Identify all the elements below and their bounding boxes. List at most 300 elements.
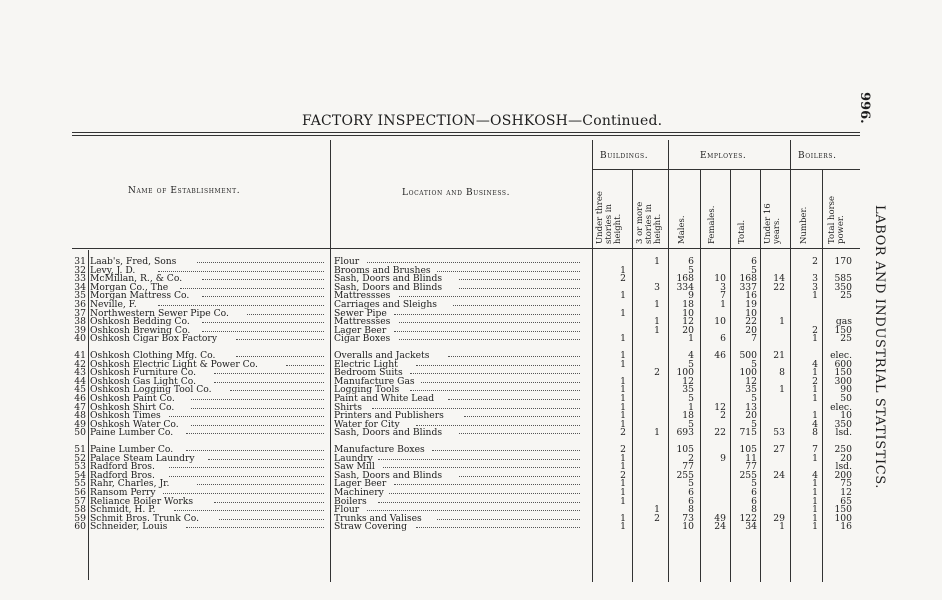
cell-business: Printers and Publishers [334,411,444,421]
cell-total: 715 [739,427,757,439]
cell-hp: gas [835,316,852,328]
cell-m3: 2 [654,367,660,379]
cell-hp: 50 [840,393,852,404]
cell-name: Oshkosh Water Co. [90,419,179,429]
cell-u16: 29 [773,512,785,524]
cell-males: 35 [682,384,694,396]
cell-n: 55 [74,478,86,490]
cell-males: 12 [682,375,694,387]
leader-dots [191,425,324,426]
cell-u16: 53 [773,427,785,439]
cell-total: 22 [745,316,757,328]
cell-males: 6 [688,495,694,507]
leader-dots [247,314,324,315]
cell-hp: 100 [834,512,852,524]
header-employes: Employes. [700,151,747,161]
header-total-horse-power: Total horse power. [827,195,846,244]
header-three-or-more-stories: 3 or more stories in height. [635,201,663,244]
cell-n: 49 [74,418,86,430]
leader-dots [459,476,580,477]
header-bottom-rule [72,248,860,249]
cell-u3: 2 [620,444,626,455]
leader-dots [378,459,580,460]
cell-females: 24 [714,521,726,533]
cell-business: Sash, Doors and Blinds [334,470,443,480]
cell-n: 38 [74,316,86,328]
cell-total: 5 [751,393,757,404]
leader-dots [416,365,580,366]
cell-hp: 65 [840,495,852,507]
cell-u3: 1 [620,264,626,276]
cell-n: 47 [74,401,86,413]
cell-males: 5 [688,393,694,404]
cell-n: 60 [74,521,86,533]
cell-males: 334 [676,281,694,293]
leader-dots [202,331,324,332]
cell-business: Saw Mill [334,462,375,472]
cell-bnum: 7 [812,444,818,455]
cell-u3: 1 [620,350,626,361]
header-boiler-number: Number. [799,206,809,244]
cell-males: 5 [688,418,694,430]
cell-total: 122 [739,512,757,524]
cell-business: Trunks and Valises [334,513,422,523]
cell-females: 9 [720,452,726,464]
cell-bnum: 1 [812,452,818,464]
cell-name: Schneider, Louis [90,522,168,532]
cell-females: 7 [720,290,726,302]
leader-dots [421,382,580,383]
leader-dots [416,425,580,426]
cell-m3: 1 [654,299,660,310]
cell-name: McMillan, R., & Co. [90,274,183,284]
cell-n: 43 [74,367,86,379]
cell-name: Oshkosh Logging Tool Co. [90,385,212,395]
cell-name: Paine Lumber Co. [90,428,174,438]
cell-business: Manufacture Gas [334,376,415,386]
cell-hp: 16 [840,521,852,533]
cell-n: 33 [74,273,86,285]
cell-u3: 1 [620,487,626,498]
cell-u16: 1 [779,521,785,533]
leader-dots [464,416,580,417]
cell-business: Mattressses [334,291,391,301]
cell-hp: 25 [840,290,852,302]
cell-business: Manufacture Boxes [334,445,425,454]
cell-total: 13 [745,401,757,413]
leader-dots [437,271,580,272]
leader-dots [459,288,580,289]
cell-business: Paint and White Lead [334,394,435,403]
cell-hp: 10 [840,410,852,422]
cell-total: 5 [751,478,757,490]
cell-hp: 600 [834,358,852,370]
cell-name: Radford Bros. [90,462,155,472]
leader-dots [197,484,324,485]
cell-m3: 1 [654,256,660,267]
cell-u3: 2 [620,469,626,481]
cell-total: 337 [739,281,757,293]
leader-dots [399,322,580,323]
leader-dots [383,467,580,468]
leader-dots [163,493,324,494]
cell-name: Ransom Perry [90,488,156,497]
cell-u3: 1 [620,393,626,404]
leader-dots [230,390,324,391]
cell-business: Bedroom Suits [334,368,403,378]
leader-dots [236,356,324,357]
cell-name: Oshkosh Cigar Box Factory [90,334,218,344]
cell-u3: 1 [620,452,626,464]
margin-running-title: LABOR AND INDUSTRIAL STATISTICS. [872,205,887,490]
cell-bnum: 1 [812,333,818,345]
cell-n: 34 [74,281,86,293]
cell-hp: 90 [840,384,852,396]
cell-males: 105 [676,444,694,455]
cell-hp: 150 [834,504,852,516]
leader-dots [448,399,580,400]
cell-n: 31 [74,256,86,267]
cell-males: 5 [688,264,694,276]
cell-u3: 1 [620,495,626,507]
cell-name: Rahr, Charles, Jr. [90,479,170,489]
cell-u16: 1 [779,316,785,328]
cell-total: 500 [739,350,757,361]
cell-name: Radford Bros. [90,470,155,480]
cell-name: Oshkosh Clothing Mfg. Co. [90,351,216,360]
cell-hp: 350 [834,281,852,293]
leader-dots [180,288,324,289]
cell-hp: 300 [834,375,852,387]
cell-bnum: 1 [812,393,818,404]
cell-total: 100 [739,367,757,379]
cell-u3: 1 [620,418,626,430]
cell-name: Morgan Mattress Co. [90,291,190,301]
leader-dots [197,262,324,263]
header-total: Total. [737,219,747,244]
cell-u16: 24 [773,469,785,481]
cell-females: 10 [714,273,726,285]
cell-u3: 1 [620,384,626,396]
leader-dots [186,433,324,434]
cell-bnum: 1 [812,487,818,498]
cell-u3: 2 [620,273,626,285]
leader-dots [394,314,580,315]
leader-dots [394,331,580,332]
cell-total: 5 [751,264,757,276]
cell-bnum: 1 [812,290,818,302]
cell-name: Reliance Boiler Works [90,496,194,506]
cell-n: 40 [74,333,86,345]
cell-name: Neville, F. [90,300,137,309]
cell-males: 10 [682,307,694,319]
cell-n: 44 [74,375,86,387]
header-females: Females. [707,205,717,244]
cell-bnum: 1 [812,478,818,490]
cell-males: 20 [682,324,694,336]
cell-name: Schmidt, H. P. [90,505,156,515]
cell-n: 35 [74,290,86,302]
cell-total: 255 [739,469,757,481]
leader-dots [208,459,324,460]
cell-males: 18 [682,299,694,310]
cell-males: 5 [688,358,694,370]
cell-hp: 350 [834,418,852,430]
cell-bnum: 1 [812,495,818,507]
cell-females: 6 [720,333,726,345]
cell-total: 105 [739,444,757,455]
cell-hp: 170 [834,256,852,267]
top-double-rule-2 [72,135,860,136]
cell-bnum: 4 [812,358,818,370]
cell-total: 6 [751,256,757,267]
cell-business: Laundry [334,453,373,463]
cell-bnum: 8 [812,427,818,439]
cell-total: 11 [745,452,757,464]
cell-u16: 1 [779,384,785,396]
cell-hp: elec. [830,401,852,413]
header-name-of-establishment: Name of Establishment. [128,186,241,196]
cell-males: 73 [682,512,694,524]
cell-females: 12 [714,401,726,413]
leader-dots [186,450,324,451]
cell-bnum: 2 [812,256,818,267]
leader-dots [459,279,580,280]
leader-dots [389,493,580,494]
cell-total: 6 [751,487,757,498]
cell-name: Oshkosh Brewing Co. [90,325,191,335]
leader-dots [399,339,580,340]
leader-dots [202,279,324,280]
header-location-and-business: Location and Business. [402,188,511,198]
cell-u3: 1 [620,307,626,319]
cell-m3: 3 [654,281,660,293]
page-title: FACTORY INSPECTION—OSHKOSH—Continued. [302,113,663,129]
cell-u16: 27 [773,444,785,455]
leader-dots [437,519,580,520]
cell-u3: 1 [620,290,626,302]
cell-males: 6 [688,256,694,267]
cell-males: 693 [676,427,694,439]
cell-business: Straw Covering [334,522,407,532]
cell-name: Morgan Co., The [90,282,169,292]
table-row [72,428,860,437]
cell-bnum: 3 [812,281,818,293]
cell-bnum: 1 [812,521,818,533]
cell-n: 58 [74,504,86,516]
cell-males: 1 [688,401,694,413]
cell-name: Levy, J. D. [90,265,136,275]
cell-hp: 250 [834,444,852,455]
cell-business: Mattressses [334,317,391,327]
leader-dots [372,408,580,409]
leader-dots [286,365,324,366]
cell-total: 34 [745,521,757,533]
cell-business: Sewer Pipe [334,308,387,318]
cell-n: 51 [74,444,86,455]
header-under-three-stories: Under three stories in height. [595,191,623,244]
cell-hp: 20 [840,452,852,464]
cell-business: Shirts [334,402,362,412]
table-row [72,522,860,531]
cell-u3: 1 [620,478,626,490]
top-double-rule [72,132,860,133]
header-males: Males. [677,215,687,244]
cell-m3: 1 [654,427,660,439]
cell-males: 10 [682,521,694,533]
leader-dots [367,510,580,511]
cell-hp: 200 [834,469,852,481]
cell-u3: 1 [620,461,626,473]
cell-name: Northwestern Sewer Pipe Co. [90,308,229,318]
cell-females: 10 [714,316,726,328]
cell-bnum: 3 [812,273,818,285]
table-row [72,334,860,343]
leader-dots [169,476,324,477]
cell-name: Schmit Bros. Trunk Co. [90,513,200,523]
leader-dots [191,399,324,400]
cell-males: 2 [688,452,694,464]
cell-n: 59 [74,512,86,524]
cell-u3: 1 [620,410,626,422]
cell-males: 77 [682,461,694,473]
cell-bnum: 1 [812,512,818,524]
cell-males: 9 [688,290,694,302]
cell-m3: 1 [654,316,660,328]
cell-bnum: 1 [812,367,818,379]
leader-dots [378,502,580,503]
leader-dots [214,373,324,374]
cell-bnum: 2 [812,324,818,336]
leader-dots [186,527,324,528]
leader-dots [202,296,324,297]
cell-total: 6 [751,495,757,507]
cell-hp: 25 [840,333,852,345]
leader-dots [158,305,324,306]
cell-m3: 1 [654,324,660,336]
cell-hp: 585 [834,273,852,285]
cell-n: 48 [74,410,86,422]
cell-u16: 22 [773,281,785,293]
leader-dots [191,408,324,409]
cell-males: 100 [676,367,694,379]
cell-n: 46 [74,393,86,404]
cell-business: Water for City [334,419,400,429]
header-under-16-years: Under 16 years. [763,203,782,244]
cell-m3: 1 [654,504,660,516]
cell-bnum: 1 [812,384,818,396]
cell-u3: 1 [620,375,626,387]
leader-dots [416,527,580,528]
cell-males: 4 [688,350,694,361]
cell-m3: 2 [654,512,660,524]
cell-total: 19 [745,299,757,310]
cell-females: 22 [714,427,726,439]
cell-business: Logging Tools [334,385,400,395]
cell-males: 168 [676,273,694,285]
cell-business: Sash, Doors and Blinds [334,282,443,292]
cell-total: 8 [751,504,757,516]
cell-business: Flour [334,505,360,515]
leader-dots [236,339,324,340]
cell-bnum: 1 [812,504,818,516]
cell-n: 39 [74,324,86,336]
cell-n: 57 [74,495,86,507]
leader-dots [367,262,580,263]
cell-total: 168 [739,273,757,285]
cell-total: 20 [745,410,757,422]
cell-total: 5 [751,358,757,370]
cell-bnum: 2 [812,375,818,387]
cell-name: Palace Steam Laundry [90,453,195,463]
cell-bnum: 4 [812,469,818,481]
cell-business: Machinery [334,488,384,497]
cell-total: 77 [745,461,757,473]
cell-u3: 1 [620,358,626,370]
cell-males: 12 [682,316,694,328]
cell-business: Electric Light [334,359,398,369]
cell-business: Sash, Doors and Blinds [334,274,443,284]
leader-dots [158,271,324,272]
leader-dots [169,467,324,468]
leader-dots [432,450,580,451]
cell-hp: lsd. [835,461,852,473]
cell-females: 49 [714,512,726,524]
cell-females: 2 [720,410,726,422]
cell-u3: 1 [620,333,626,345]
cell-n: 52 [74,452,86,464]
cell-males: 6 [688,487,694,498]
page-number: 996. [857,92,872,124]
cell-females: 3 [720,281,726,293]
cell-females: 1 [720,299,726,310]
leader-dots [214,382,324,383]
cell-males: 8 [688,504,694,516]
cell-u3: 2 [620,427,626,439]
cell-total: 5 [751,418,757,430]
cell-total: 12 [745,375,757,387]
cell-business: Overalls and Jackets [334,351,430,360]
cell-females: 46 [714,350,726,361]
cell-n: 50 [74,427,86,439]
cell-name: Laab's, Fred, Sons [90,257,177,266]
leader-dots [394,484,580,485]
cell-business: Cigar Boxes [334,334,391,344]
cell-males: 18 [682,410,694,422]
cell-business: Lager Beer [334,325,387,335]
cell-n: 37 [74,307,86,319]
cell-n: 53 [74,461,86,473]
cell-hp: 150 [834,367,852,379]
cell-name: Oshkosh Paint Co. [90,394,175,403]
leader-dots [202,322,324,323]
cell-u16: 14 [773,273,785,285]
cell-total: 16 [745,290,757,302]
leader-dots [219,519,324,520]
cell-name: Oshkosh Gas Light Co. [90,376,197,386]
cell-total: 10 [745,307,757,319]
cell-n: 54 [74,469,86,481]
cell-business: Lager Beer [334,479,387,489]
leader-dots [410,390,580,391]
cell-u3: 1 [620,512,626,524]
cell-hp: 150 [834,324,852,336]
cell-n: 32 [74,264,86,276]
cell-hp: 12 [840,487,852,498]
cell-males: 1 [688,333,694,345]
leader-dots [399,296,580,297]
leader-dots [169,416,324,417]
